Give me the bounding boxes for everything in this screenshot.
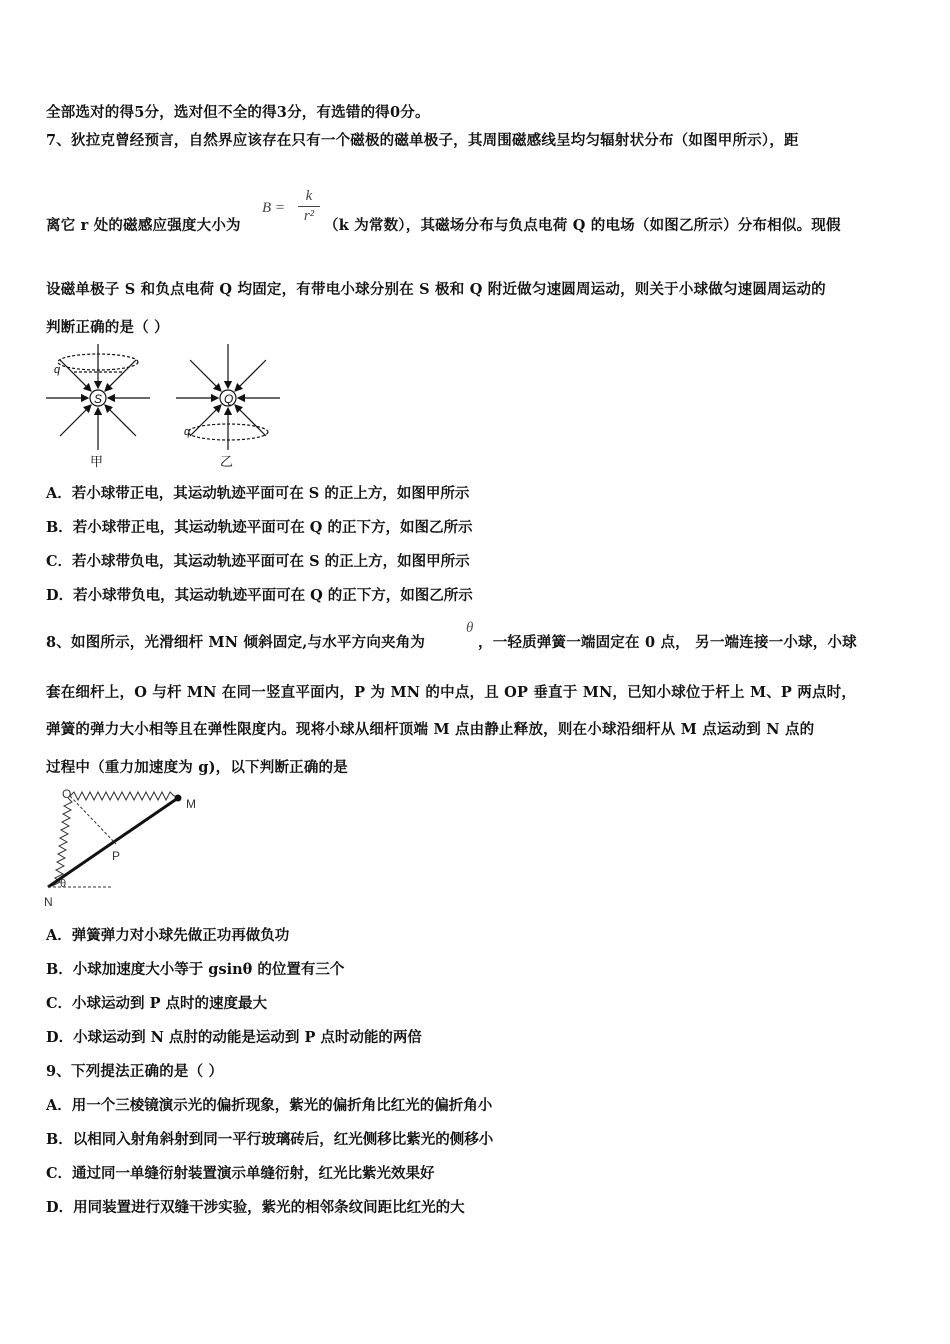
fig-label-M: M — [186, 797, 196, 811]
fig-label-theta: θ — [60, 878, 67, 890]
q8-option-a: A．弹簧弹力对小球先做正功再做负功 — [46, 927, 290, 944]
q7-option-d: D．若小球带负电，其运动轨迹平面可在 Q 的正下方，如图乙所示 — [46, 587, 473, 604]
ball-m — [175, 795, 182, 802]
q7-formula-lhs: B = — [262, 200, 286, 216]
fig-label-S: S — [94, 392, 103, 406]
fig-label-P: P — [112, 849, 121, 863]
q8-line2: 套在细杆上，O 与杆 MN 在同一竖直平面内，P 为 MN 的中点，且 OP 垂直于 MN，已知小球位于杆上 M、P 两点时， — [46, 684, 857, 701]
q7-line2-pre: 离它 r 处的磁感应强度大小为 — [46, 217, 241, 234]
q7-option-b: B．若小球带正电，其运动轨迹平面可在 Q 的正下方，如图乙所示 — [46, 519, 473, 536]
q7-line2-post: （k 为常数），其磁场分布与负点电荷 Q 的电场（如图乙所示）分布相似。现假 — [324, 217, 841, 234]
fig-label-jia: 甲 — [90, 454, 104, 469]
q8-line3: 弹簧的弹力大小相等且在弹性限度内。现将小球从细杆顶端 M 点由静止释放，则在小球沿细杆从 M 点运动到 N 点的 — [46, 721, 815, 738]
q9-line1: 9、下列提法正确的是（ ） — [46, 1063, 224, 1080]
spring-om — [70, 792, 178, 800]
intro-text: 全部选对的得5分，选对但不全的得3分，有选错的得0分。 — [46, 104, 430, 121]
q9-option-a: A．用一个三棱镜演示光的偏折现象，紫光的偏折角比红光的偏折角小 — [46, 1097, 493, 1114]
q7-formula-denominator: r² — [303, 208, 315, 224]
q9-option-c: C．通过同一单缝衍射装置演示单缝衍射，红光比紫光效果好 — [46, 1165, 435, 1182]
q8-option-b: B．小球加速度大小等于 gsinθ 的位置有三个 — [46, 961, 345, 978]
q7-line1: 7、狄拉克曾经预言，自然界应该存在只有一个磁极的磁单极子，其周围磁感线呈均匀辐射状分布（如图甲所示），距 — [46, 132, 799, 149]
q9-option-d: D．用同装置进行双缝干涉实验，紫光的相邻条纹间距比红光的大 — [46, 1199, 465, 1216]
q7-formula-fraction — [298, 188, 320, 225]
fig-label-q-jia: q — [54, 364, 61, 376]
fig-label-N: N — [44, 895, 53, 909]
line-op — [70, 796, 116, 844]
q9-option-b: B．以相同入射角斜射到同一平行玻璃砖后，红光侧移比紫光的侧移小 — [46, 1131, 494, 1148]
q8-theta: θ — [466, 620, 474, 636]
fig-label-Q: Q — [224, 392, 234, 406]
q7-line4: 判断正确的是（ ） — [46, 319, 169, 336]
q7-formula-numerator: k — [305, 188, 313, 204]
q7-option-a: A．若小球带正电，其运动轨迹平面可在 S 的正上方，如图甲所示 — [46, 485, 470, 502]
fig-label-q-yi: q — [184, 426, 191, 438]
fig-label-O: O — [62, 787, 72, 801]
q7-option-c: C．若小球带负电，其运动轨迹平面可在 S 的正上方，如图甲所示 — [46, 553, 470, 570]
q8-line1: 8、如图所示，光滑细杆 MN 倾斜固定,与水平方向夹角为 — [46, 634, 426, 651]
q7-line3: 设磁单极子 S 和负点电荷 Q 均固定，有带电小球分别在 S 极和 Q 附近做匀速圆周运动，则关于小球做匀速圆周运动的 — [46, 281, 826, 298]
q7-figure — [42, 342, 292, 472]
q8-option-c: C．小球运动到 P 点时的速度最大 — [46, 995, 268, 1012]
q8-line1-post: ，一轻质弹簧一端固定在 0 点， 另一端连接一小球，小球 — [478, 634, 857, 651]
q7-formula-bar — [298, 206, 320, 207]
fig-label-yi: 乙 — [220, 454, 234, 469]
q8-option-d: D．小球运动到 N 点肘的动能是运动到 P 点时动能的两倍 — [46, 1029, 422, 1046]
q8-figure — [40, 784, 220, 909]
q8-line4: 过程中（重力加速度为 g)，以下判断正确的是 — [46, 759, 348, 776]
